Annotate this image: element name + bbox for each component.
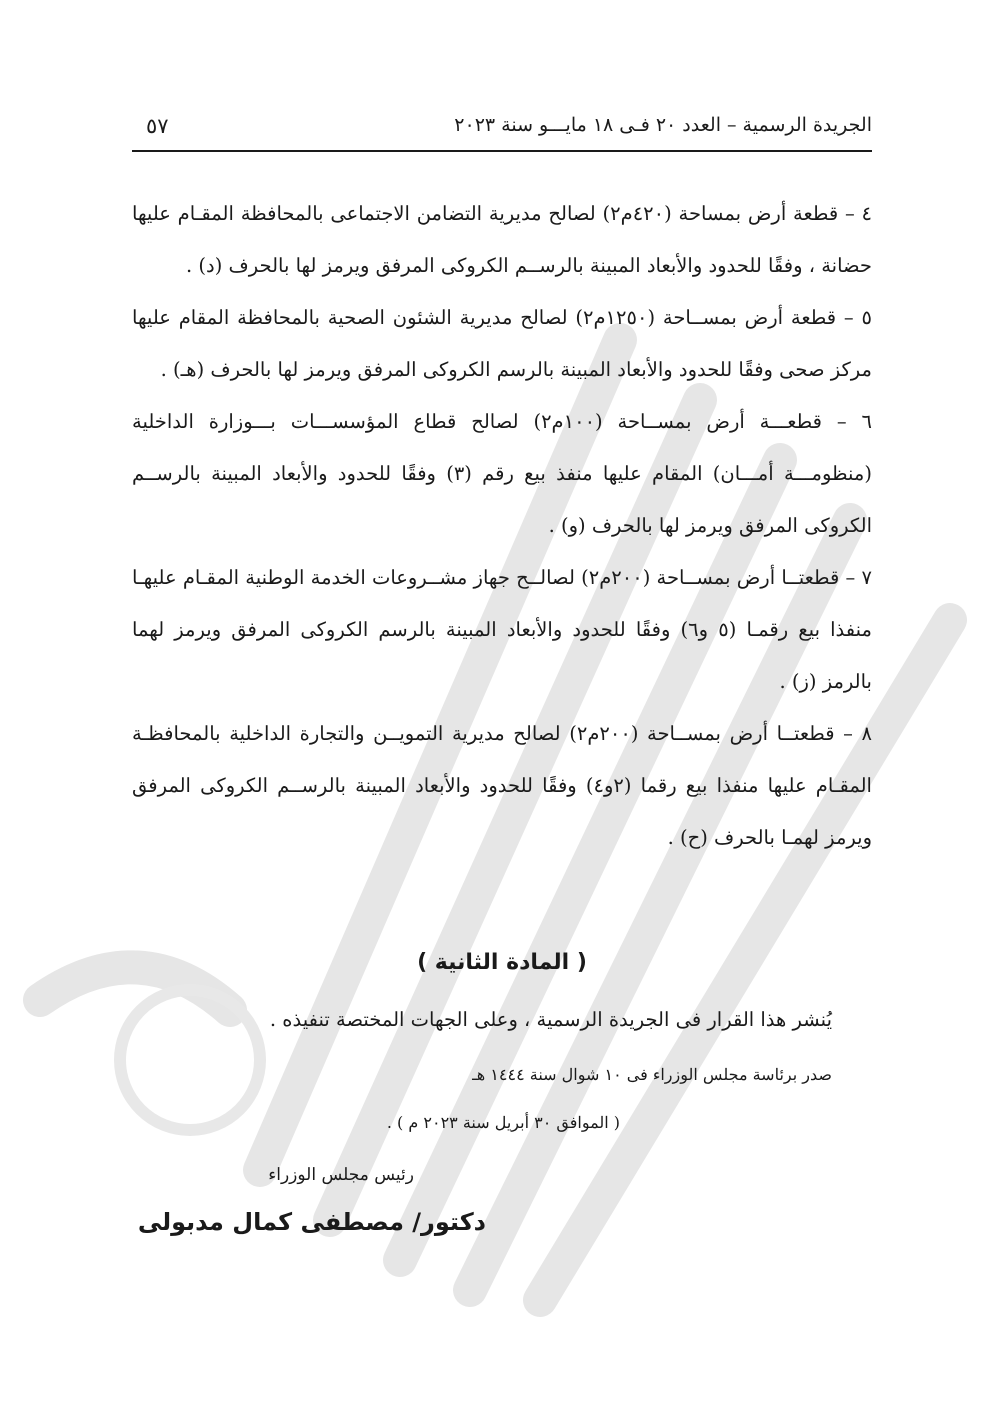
item-8: ٨ – قطعتــا أرض بمســاحة (٢٠٠م٢) لصالح مديرية التمويــن والتجارة الداخلية بالمحافظـة المقـام عليها منفذا بيع رقما (٢و٤) وفقًا للحدود والأبعاد المبينة بالرســم الكروكى المرفق ويرمز لهمـا بالحرف (ح) .: [132, 722, 872, 849]
decree-items: [132, 188, 872, 864]
gazette-title: الجريدة الرسمية – العدد ٢٠ فـى ١٨ مايـــو سنة ٢٠٢٣: [454, 114, 872, 136]
corresponding-date: ( الموافق ٣٠ أبريل سنة ٢٠٢٣ م ) .: [386, 1113, 620, 1132]
item-6: ٦ – قطعـــة أرض بمســاحة (١٠٠م٢) لصالح قطاع المؤسســـات بـــوزارة الداخلية (منظومـــة أمـــان) المقام عليها منفذ بيع رقم (٣) وفقًا للحدود والأبعاد المبينة بالرســم الكروكى المرفق ويرمز لها بالحرف (و) .: [132, 410, 872, 537]
publish-statement: يُنشر هذا القرار فى الجريدة الرسمية ، وعلى الجهات المختصة تنفيذه .: [269, 1008, 832, 1031]
item-4: ٤ – قطعة أرض بمساحة (٤٢٠م٢) لصالح مديرية التضامن الاجتماعى بالمحافظة المقـام عليها حضانة ، وفقًا للحدود والأبعاد المبينة بالرســم الكروكى المرفق ويرمز لها بالحرف (د) .: [132, 202, 872, 277]
item-5: ٥ – قطعة أرض بمســاحة (١٢٥٠م٢) لصالح مديرية الشئون الصحية بالمحافظة المقام عليها مركز صحى وفقًا للحدود والأبعاد المبينة بالرسم الكروكى المرفق ويرمز لها بالحرف (هـ) .: [132, 306, 872, 381]
page-header: [132, 110, 872, 152]
page-number: ٥٧: [146, 114, 169, 138]
article-heading: ( المادة الثانية ): [417, 950, 587, 975]
item-7: ٧ – قطعتــا أرض بمســاحة (٢٠٠م٢) لصالــح جهاز مشــروعات الخدمة الوطنية المقـام عليهـا منفذا بيع رقمـا (٥ و٦) وفقًا للحدود والأبعاد المبينة بالرسم الكروكى المرفق ويرمز لهما بالرمز (ز) .: [132, 566, 872, 693]
issued-statement: صدر برئاسة مجلس الوزراء فى ١٠ شوال سنة ١٤٤٤ هـ: [472, 1065, 832, 1084]
signatory-title: رئيس مجلس الوزراء: [268, 1165, 414, 1185]
signatory-name: دكتور/ مصطفى كمال مدبولى: [137, 1208, 486, 1236]
